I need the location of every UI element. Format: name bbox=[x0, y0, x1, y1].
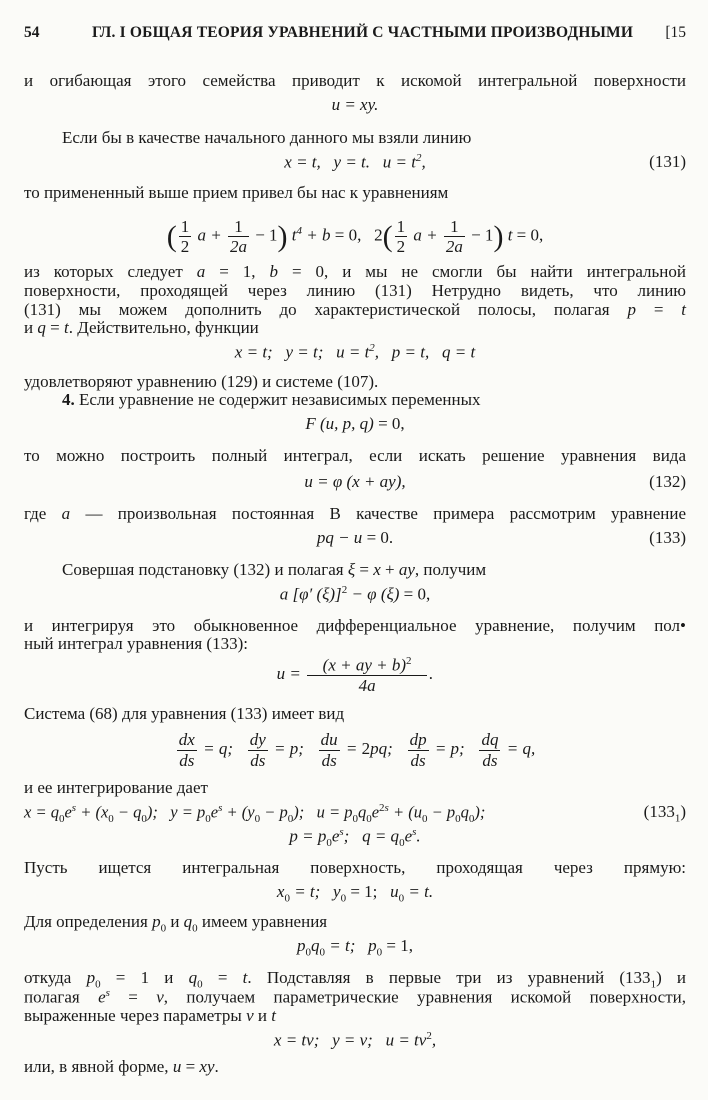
equation-functions: x = t; y = t; $u = t^2$, p = t, q = t bbox=[234, 342, 476, 362]
text-line-22: или, в явной форме, u = xy. bbox=[24, 1057, 219, 1076]
equation-parametric: x = tv; y = v; $u = tv^2$, bbox=[273, 1030, 437, 1050]
text-line-17: Пусть ищется интегральная поверхность, проходящая через прямую: bbox=[24, 858, 686, 877]
equation-ode: a [φ′ (ξ)]$^2$ − φ (ξ) = 0, bbox=[279, 584, 431, 604]
equation-1331-line2: $p = p_0e^s$; $q = q_0e^s$. bbox=[289, 826, 421, 850]
equation-1331-line1: $x = q_0e^s + (x_0 - q_0)$; $y = p_0e^s + (y_0 - p_0)$; $u = p_0q_0e^{2s} + (u_0 - p_0q_0)$; bbox=[24, 802, 486, 825]
text-line-13: и интегрируя это обыкновенное дифференциальное уравнение, получим пол• bbox=[24, 616, 686, 635]
text-line-16: и ее интегрирование дает bbox=[24, 778, 208, 797]
running-header bbox=[24, 24, 686, 46]
equation-number-133: (133) bbox=[649, 528, 686, 547]
text-line-6: (131) мы можем дополнить до характеристической полосы, полагая p = t bbox=[24, 300, 686, 319]
text-line-2: Если бы в качестве начального данного мы взяли линию bbox=[62, 128, 472, 147]
equation-number-1331: $(133_1)$ bbox=[643, 802, 686, 825]
text-line-12: Совершая подстановку (132) и полагая ξ = x + ay, получим bbox=[62, 560, 487, 579]
text-line-21: выраженные через параметры v и t bbox=[24, 1006, 276, 1025]
equation-133: pq − u = 0. bbox=[316, 528, 394, 547]
text-line-5: поверхности, проходящей через линию (131) Нетрудно видеть, что линию bbox=[24, 281, 686, 300]
equation-F: F (u, p, q) = 0, bbox=[305, 414, 405, 433]
text-line-20: полагая $e^s = v$, получаем параметрические уравнения искомой поверхности, bbox=[24, 987, 686, 1007]
equation-full-integral: u = $\frac{(x + ay + b)^2}{4a}$ . bbox=[276, 654, 434, 695]
equation-line-initial: $x_0 = t$; $y_0 = 1$; $u_0 = t$. bbox=[276, 882, 434, 905]
text-line-18: Для определения $p_0$ и $q_0$ имеем уравнения bbox=[24, 912, 328, 935]
page-number: 54 bbox=[24, 24, 40, 41]
equation-132: u = φ (x + ay), bbox=[304, 472, 406, 491]
equation-system-fractions: ( $\frac{1}{2}$ a + $\frac{1}{2a}$ − 1) $t^4 + b = 0$, 2( $\frac{1}{2}$ a + $\frac{1}{2a}$ − 1) t = 0, bbox=[166, 216, 544, 257]
text-line-4: из которых следует a = 1, b = 0, и мы не смогли бы найти интегральной bbox=[24, 262, 686, 281]
text-line-10: то можно построить полный интеграл, если искать решение уравнения вида bbox=[24, 446, 686, 465]
equation-131: x = t, y = t. $u = t^2$, bbox=[284, 152, 426, 172]
text-line-19: откуда $p_0 = 1$ и $q_0 = t$. Подставляя в первые три из уравнений $(133_1)$ и bbox=[24, 968, 687, 991]
equation-number-131: (131) bbox=[649, 152, 686, 171]
text-line-9: 4. Если уравнение не содержит независимых переменных bbox=[62, 390, 481, 409]
equation-u-xy: u = xy. bbox=[331, 95, 379, 114]
text-line-11: где a — произвольная постоянная В качестве примера рассмотрим уравнение bbox=[24, 504, 687, 523]
text-line-3: то примененный выше прием привел бы нас к уравнениям bbox=[24, 183, 449, 202]
text-line-8: удовлетворяют уравнению (129) и системе (107). bbox=[24, 372, 379, 391]
equation-p0q0: $p_0q_0 = t$; $p_0 = 1$, bbox=[297, 936, 413, 959]
section-marker: [15 bbox=[665, 24, 686, 41]
text-line-7: и q = t. Действительно, функции bbox=[24, 318, 259, 337]
chapter-title: ГЛ. I ОБЩАЯ ТЕОРИЯ УРАВНЕНИЙ С ЧАСТНЫМИ ПРОИЗВОДНЫМИ bbox=[92, 24, 634, 41]
text-line-1: и огибающая этого семейства приводит к искомой интегральной поверхности bbox=[24, 71, 686, 90]
text-line-15: Система (68) для уравнения (133) имеет вид bbox=[24, 704, 345, 723]
text-line-14: ный интеграл уравнения (133): bbox=[24, 634, 248, 653]
equation-number-132: (132) bbox=[649, 472, 686, 491]
equation-characteristic-system: $\frac{dx}{ds}$ = q; $\frac{dy}{ds}$ = p; $\frac{du}{ds}$ = 2pq; $\frac{dp}{ds}$ = p; $\frac{dq}{ds}$ = q, bbox=[178, 730, 536, 770]
